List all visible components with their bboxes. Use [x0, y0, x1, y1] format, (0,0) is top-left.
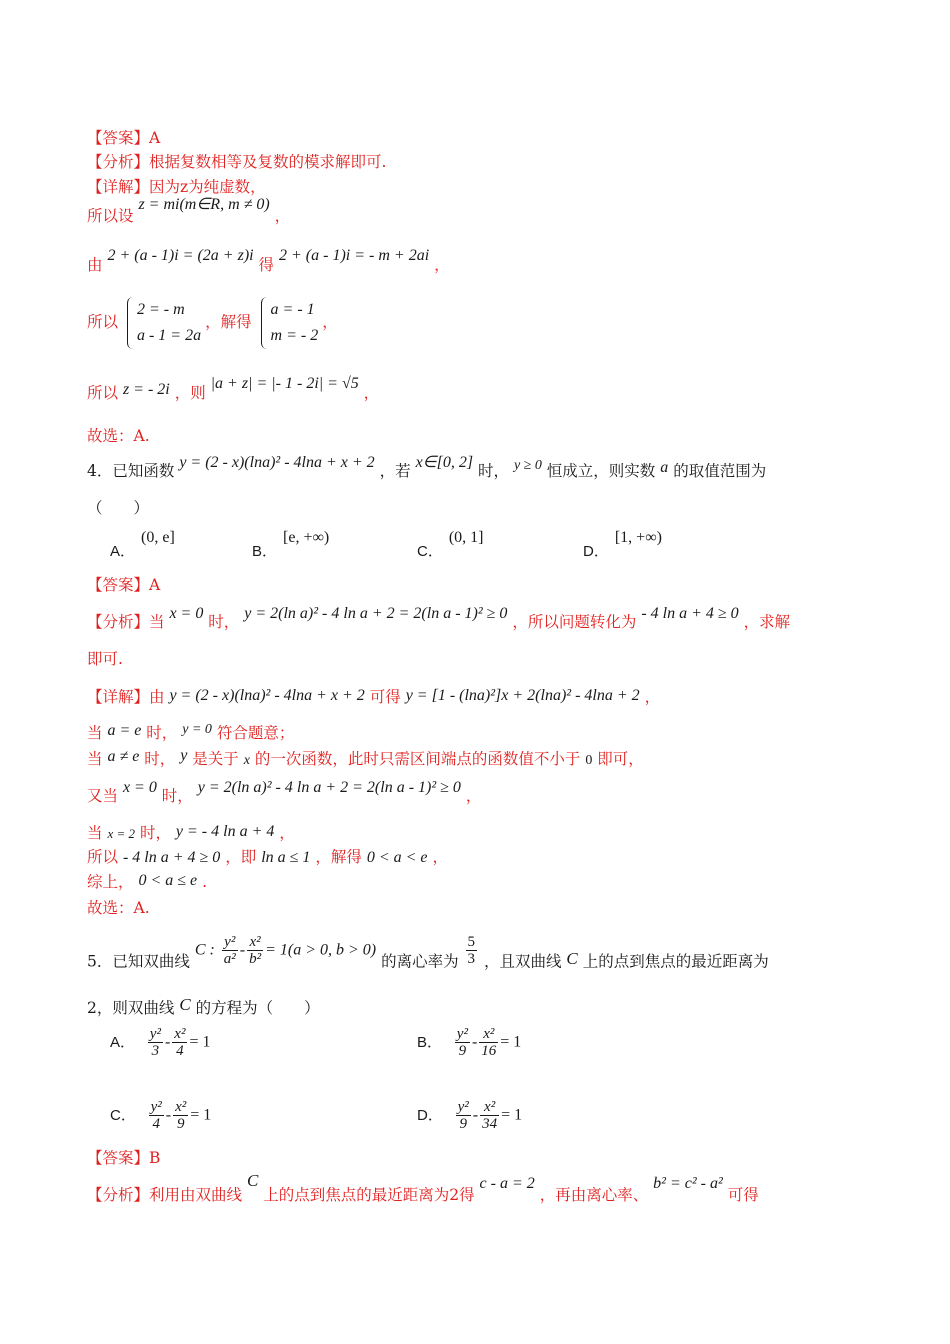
q5-stem-frac-2-den: b² [249, 951, 262, 967]
q5-stem-2-text: 2，则双曲线 [87, 999, 175, 1017]
q3-system-1 [127, 297, 201, 349]
q4-stem-text: 4．已知函数 [87, 462, 175, 480]
q3-detail-3-formula-1: 2 + (a - 1)i = (2a + z)i [107, 247, 254, 264]
q4-detail-2 [87, 722, 890, 746]
q4-detail-1-formula-2: y = [1 - (lna)²]x + 2(lna)² - 4lna + 2 [405, 687, 640, 704]
q5-stem-end: 上的点到焦点的最近距离为 [582, 952, 769, 971]
q5-stem-2 [87, 997, 890, 1019]
q4-stem-formula-1: y = (2 - x)(lna)² - 4lna + x + 2 [179, 454, 375, 471]
q3-detail-3-formula-2: 2 + (a - 1)i = - m + 2ai [279, 247, 430, 264]
q3-system-2-row-1: a = - 1 [270, 301, 315, 318]
q5-option-b-label: B． [417, 1033, 443, 1051]
q5-stem-frac-2 [247, 934, 263, 967]
q5-option-d-frac-1-num: y² [457, 1099, 469, 1115]
q4-analysis-text: 【分析】当 [87, 613, 165, 631]
q4-detail-7-formula: 0 < a ≤ e [138, 872, 198, 889]
q5-option-b-frac-2-den: 16 [481, 1043, 497, 1059]
q3-detail-3-mid: 得 [258, 256, 275, 274]
q4-detail-3-mid-2: 是关于 [192, 750, 239, 768]
q5-option-b-frac-1-num: y² [456, 1026, 468, 1042]
q4-detail-3-formula-1: a ≠ e [107, 748, 140, 765]
q4-detail-2-text: 当 [87, 724, 103, 742]
q3-detail-5-text: 所以 [87, 384, 119, 402]
q3-detail-2-text: 所以设 [87, 207, 134, 225]
q3-detail-4-mid: ，解得 [205, 313, 252, 331]
q5-option-a-frac-2-num: x² [174, 1026, 186, 1042]
q3-system-2-row-2: m = - 2 [270, 327, 319, 344]
q4-detail-3-formula-3: x [243, 753, 250, 768]
q4-detail-4-formula-2: y = 2(ln a)² - 4 ln a + 2 = 2(ln a - 1)² ≥ 0 [197, 779, 461, 796]
q5-analysis-formula-3: b² = c² - a² [653, 1175, 723, 1192]
q3-detail-5-comma: ， [363, 384, 380, 402]
q4-detail-1-text: 【详解】由 [87, 688, 165, 706]
q5-option-a-frac-2 [172, 1026, 187, 1059]
q3-detail-5-mid: ，则 [174, 384, 206, 402]
q3-detail-4 [87, 296, 890, 349]
q3-detail-2-formula: z = mi(m∈R, m ≠ 0) [138, 196, 270, 213]
q4-detail-6-mid-2: ，解得 [315, 848, 362, 866]
q4-detail-6-text: 所以 [87, 848, 119, 866]
q4-option-d-value: [1, +∞) [614, 529, 662, 546]
q5-option-c-frac-1-num: y² [150, 1099, 162, 1115]
q5-stem-2-end: 的方程为（ ） [195, 999, 320, 1017]
q5-stem-formula-c2: C [566, 948, 578, 968]
q4-analysis-end: ，求解 [743, 613, 791, 631]
q4-option-a [110, 526, 175, 560]
q4-analysis-formula-1: x = 0 [169, 605, 204, 622]
q5-option-d-frac-2 [480, 1099, 499, 1132]
q4-answer: 【答案】A [87, 576, 161, 594]
q3-system-1-row-1: 2 = - m [136, 301, 185, 318]
q5-option-a-rhs: = 1 [189, 1033, 211, 1051]
q4-detail-7-text: 综上， [87, 873, 134, 891]
q4-option-c-label: C． [417, 543, 443, 560]
q3-system-2 [261, 297, 319, 349]
q5-stem-frac-2-num: x² [247, 934, 263, 951]
q5-stem-frac-1-den: a² [223, 951, 236, 967]
q4-option-c-value: (0, 1] [448, 529, 484, 546]
q4-stem-mid-1: ，若 [379, 462, 411, 480]
q5-analysis-mid-1: 上的点到焦点的最近距离为2得 [263, 1186, 475, 1204]
q5-stem-frac-1-num: y² [222, 934, 238, 951]
q5-option-d-rhs: = 1 [501, 1106, 523, 1124]
q4-detail-3-mid-3: 的一次函数，此时只需区间端点的函数值不小于 [254, 750, 581, 768]
q5-stem-frac-1 [222, 934, 238, 967]
q5-option-b-frac-1-den: 9 [458, 1043, 467, 1059]
q4-detail-1-formula-1: y = (2 - x)(lna)² - 4lna + x + 2 [169, 687, 365, 704]
q4-detail-3-end: 即可， [597, 750, 644, 768]
q5-stem-text: 5．已知双曲线 [87, 952, 190, 971]
q5-option-d-frac-2-den: 34 [482, 1116, 498, 1132]
q5-option-d-frac-1-den: 9 [459, 1116, 467, 1132]
q5-analysis-text: 【分析】利用由双曲线 [87, 1186, 243, 1204]
q3-detail-5-formula-1: z = - 2i [122, 381, 170, 398]
q5-option-b: B． $\frac{\text{y²}}{9}$ - $\frac{\text{x²}}{16}$ = 1 [417, 1026, 522, 1059]
q4-detail-4-comma: ， [465, 787, 482, 805]
q4-detail-6-formula-1: - 4 ln a + 4 ≥ 0 [122, 849, 221, 866]
q3-detail-2-comma: ， [274, 207, 291, 225]
q4-option-b-value: [e, +∞) [283, 529, 330, 546]
q4-detail-5-comma: ， [279, 824, 295, 842]
q3-analysis: 【分析】根据复数相等及复数的模求解即可. [87, 153, 387, 171]
q3-detail-1: 【详解】因为z为纯虚数， [87, 178, 266, 196]
q3-detail-3-text: 由 [87, 256, 103, 274]
q5-stem-formula-rhs: = 1(a > 0, b > 0) [265, 941, 377, 959]
q5-analysis [87, 1171, 890, 1207]
q4-paren: （ ） [87, 499, 150, 517]
q4-detail-5-formula-1: x = 2 [107, 826, 135, 841]
q4-stem-end: 的取值范围为 [673, 462, 767, 480]
q3-detail-5-formula-2: |a + z| = |- 1 - 2i| = √5 [210, 375, 359, 392]
q4-option-c [417, 526, 484, 560]
q5-option-c-frac-1-den: 4 [152, 1116, 160, 1132]
q5-stem-formula-c: C : [194, 941, 215, 959]
q5-option-c: C． $\frac{\text{y²}}{4}$ - $\frac{\text{x²}}{9}$ = 1 [110, 1099, 212, 1132]
q4-detail-1 [87, 686, 890, 709]
q5-option-b-frac-2 [479, 1026, 498, 1059]
q5-eccentricity-den: 3 [467, 951, 476, 967]
q4-detail-3 [87, 748, 890, 772]
q5-option-a: A． $\frac{\text{y²}}{3}$ - $\frac{\text{x²}}{4}$ = 1 [110, 1026, 211, 1059]
q5-option-c-rhs: = 1 [190, 1106, 212, 1124]
q4-option-a-value: (0, e] [141, 529, 175, 546]
q4-option-b-label: B． [252, 543, 278, 560]
q5-eccentricity-num: 5 [467, 934, 476, 950]
q4-option-a-label: A． [110, 543, 136, 560]
q4-detail-6-comma: ， [432, 848, 448, 866]
q4-detail-3-mid-1: 时， [144, 750, 176, 768]
q4-analysis [87, 605, 890, 634]
q5-option-c-label: C． [110, 1106, 136, 1124]
q3-system-1-row-2: a - 1 = 2a [136, 327, 202, 344]
q5-option-b-rhs: = 1 [500, 1033, 522, 1051]
q5-option-b-frac-2-num: x² [479, 1026, 498, 1043]
q5-option-b-frac-1 [455, 1026, 470, 1059]
q4-detail-5-formula-2: y = - 4 ln a + 4 [175, 823, 275, 840]
q4-detail-6-formula-2: ln a ≤ 1 [261, 849, 311, 866]
q5-stem [87, 934, 890, 979]
q4-detail-2-formula-1: a = e [107, 722, 142, 739]
q4-detail-6 [87, 846, 890, 869]
q4-detail-4-text: 又当 [87, 787, 119, 805]
q5-stem-equation [195, 934, 376, 967]
q4-detail-4-mid: 时， [161, 787, 193, 805]
q4-analysis-mid-1: 时， [208, 613, 240, 631]
q4-detail-5-mid: 时， [139, 824, 171, 842]
q3-detail-4-comma: ， [322, 313, 338, 331]
q4-detail-2-end: 符合题意； [216, 724, 295, 742]
q5-option-c-frac-2-num: x² [175, 1099, 187, 1115]
q4-detail-3-formula-4: 0 [585, 753, 593, 768]
q4-analysis-cont: 即可. [87, 650, 123, 668]
q4-detail-7-end: . [202, 873, 208, 891]
q5-eccentricity [466, 934, 478, 967]
q4-analysis-formula-2: y = 2(ln a)² - 4 ln a + 2 = 2(ln a - 1)² ≥ 0 [244, 605, 508, 622]
q5-stem-2-formula: C [179, 995, 191, 1014]
q4-detail-1-comma: ， [644, 688, 661, 706]
q4-detail-6-mid-1: ，即 [225, 848, 257, 866]
q4-analysis-formula-3: - 4 ln a + 4 ≥ 0 [641, 605, 739, 622]
q5-option-a-frac-1-num: y² [149, 1026, 161, 1042]
q5-option-a-frac-1 [148, 1026, 163, 1059]
q4-detail-6-formula-3: 0 < a < e [366, 849, 428, 866]
q4-stem-mid-2: 时， [478, 462, 510, 480]
q3-detail-4-text: 所以 [87, 313, 119, 331]
q5-option-d-frac-2-num: x² [480, 1099, 499, 1116]
q5-option-c-frac-2-den: 9 [176, 1116, 185, 1132]
q5-stem-minus: - [239, 941, 246, 959]
q4-conclusion: 故选：A. [87, 899, 150, 917]
q4-option-d-label: D． [583, 543, 609, 560]
q5-analysis-mid-2: ，再由离心率、 [539, 1186, 649, 1204]
q5-analysis-formula-2: c - a = 2 [479, 1175, 535, 1192]
q5-option-d: D． $\frac{\text{y²}}{9}$ - $\frac{\text{x²}}{34}$ = 1 [417, 1099, 523, 1132]
q4-detail-7 [87, 871, 890, 894]
q5-stem-mid-2: ，且双曲线 [483, 952, 562, 971]
q5-option-d-label: D． [417, 1106, 443, 1124]
q3-detail-3 [87, 247, 890, 277]
q5-option-c-frac-2 [173, 1099, 188, 1132]
q4-detail-1-mid: 可得 [369, 688, 401, 706]
q5-option-d-frac-1 [456, 1099, 471, 1132]
q3-detail-2 [87, 196, 890, 228]
q5-analysis-formula-1: C [246, 1171, 259, 1190]
q4-stem-formula-3: y ≥ 0 [513, 458, 542, 473]
q4-detail-5 [87, 822, 890, 845]
q4-detail-2-formula-2: y = 0 [182, 722, 212, 737]
q4-option-d [583, 526, 662, 560]
q4-stem [87, 454, 890, 484]
q5-option-a-label: A． [110, 1033, 136, 1051]
q4-stem-mid-3: 恒成立，则实数 [546, 462, 656, 480]
q4-detail-4 [87, 779, 890, 808]
q4-stem-formula-4: a [660, 459, 669, 476]
q3-detail-3-comma: ， [434, 256, 450, 274]
q4-detail-4-formula-1: x = 0 [122, 779, 157, 796]
q5-stem-mid-1: 的离心率为 [381, 952, 459, 971]
q3-conclusion: 故选：A. [87, 427, 150, 445]
q5-answer: 【答案】B [87, 1149, 161, 1167]
q4-detail-2-mid: 时， [146, 724, 178, 742]
q4-detail-3-formula-2: y [180, 747, 188, 764]
q3-detail-5 [87, 375, 890, 405]
q5-option-a-frac-1-den: 3 [151, 1043, 160, 1059]
q4-stem-formula-2: x∈[0, 2] [415, 454, 474, 471]
q4-detail-3-text: 当 [87, 750, 103, 768]
q4-option-b [252, 526, 330, 560]
q5-option-a-frac-2-den: 4 [176, 1043, 184, 1059]
q3-answer: 【答案】A [87, 129, 161, 147]
q4-detail-5-text: 当 [87, 824, 103, 842]
q4-analysis-mid-2: ，所以问题转化为 [512, 613, 637, 631]
q5-analysis-end: 可得 [727, 1186, 759, 1204]
q5-option-c-frac-1 [149, 1099, 164, 1132]
